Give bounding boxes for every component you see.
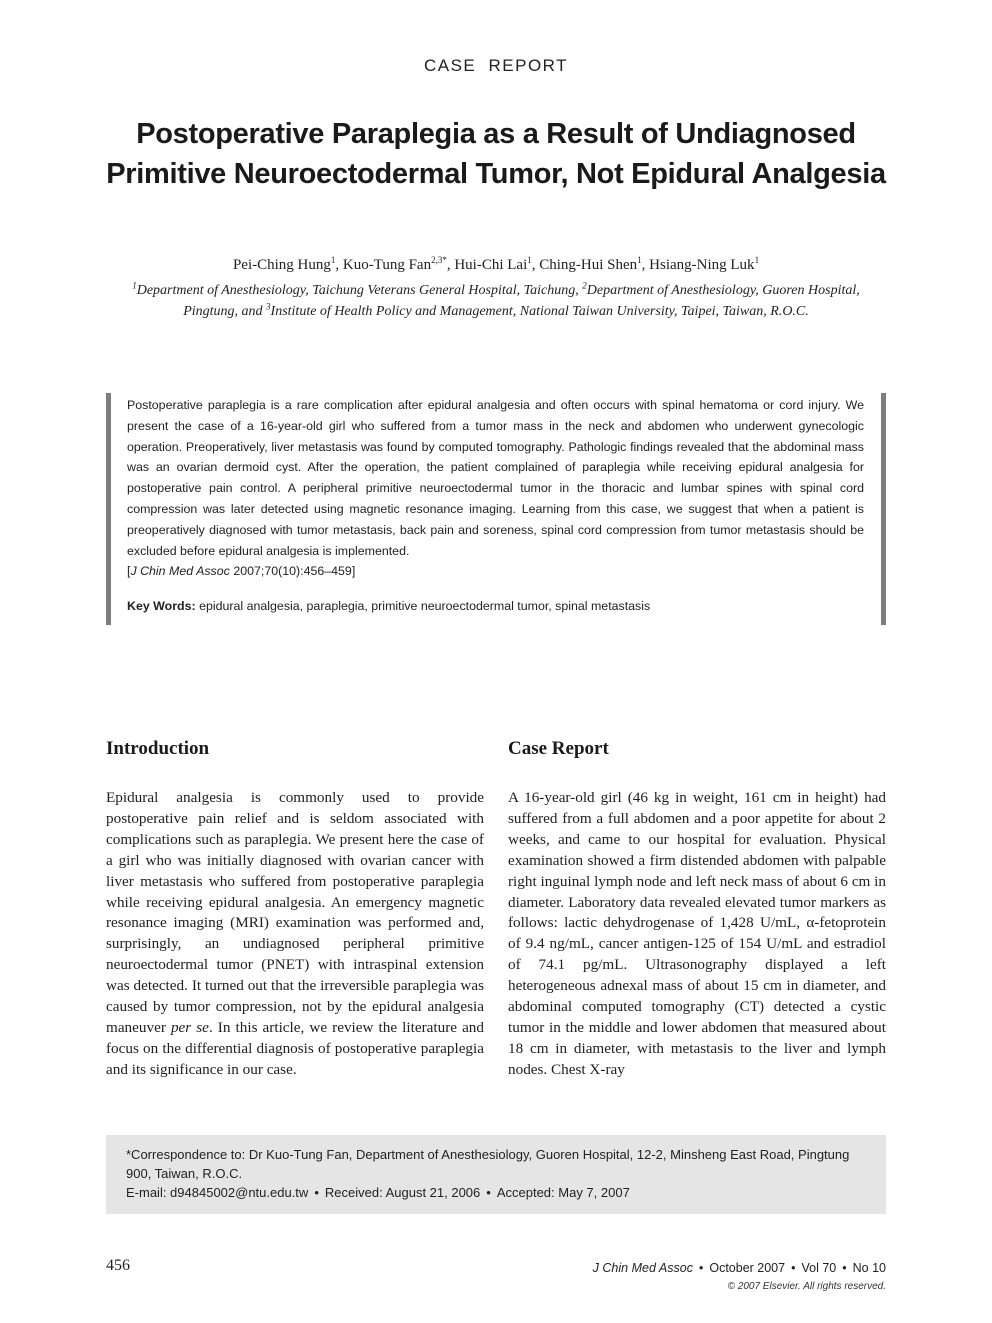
author-name[interactable]: Hsiang-Ning Luk [649, 257, 755, 273]
correspondence-address: *Correspondence to: Dr Kuo-Tung Fan, Department of Anesthesiology, Guoren Hospital, 12-2, Minsheng East Road, Pingtung 900, Taiwan, R.O.C. [126, 1147, 850, 1181]
citation-journal: J Chin Med Assoc [130, 564, 230, 579]
bullet-separator: • [314, 1185, 319, 1200]
author-name[interactable]: Kuo-Tung Fan [342, 257, 432, 273]
journal-footer [593, 1261, 886, 1275]
affiliation: Department of Anesthesiology, Guoren Hospital, Pingtung, and [183, 283, 860, 319]
journal-name: J Chin Med Assoc [592, 1261, 693, 1275]
affiliation-mark: 1 [132, 280, 137, 291]
introduction-text-part: Epidural analgesia is commonly used to provide postoperative pain relief and is seldom associated with complications such as paraplegia. We present here the case of a girl who was initially diagnosed with ovarian cancer with liver metastasis who suffered from postoperative paraplegia while receiving epidural analgesia. An emergency magnetic resonance imaging (MRI) examination was performed and, surprisingly, an undiagnosed peripheral primitive neuroectodermal tumor (PNET) with intraspinal extension was detected. It turned out that the irreversible paraplegia was caused by tumor compression, not by the epidural analgesia maneuver [106, 789, 484, 1036]
author-name[interactable]: Hui-Chi Lai [454, 257, 528, 273]
correspondence-box [106, 1135, 886, 1214]
bullet-separator: • [842, 1261, 847, 1275]
author-affiliation-mark: 2,3* [431, 255, 447, 265]
accepted-date: Accepted: May 7, 2007 [496, 1185, 630, 1200]
affiliation-list [120, 280, 872, 322]
article-title: Postoperative Paraplegia as a Result of Undiagnosed Primitive Neuroectodermal Tumor, Not Epidural Analgesia [106, 118, 886, 190]
author-list: Pei-Ching Hung$^1$, Kuo-Tung Fan$^{2,3*}$, Hui-Chi Lai$^1$, Ching-Hui Shen$^1$, Hsiang-Ning Luk$^1$ [232, 255, 760, 273]
case-report-text: A 16-year-old girl (46 kg in weight, 161 cm in height) had suffered from a full abdomen and a poor appetite for about 2 weeks, and came to our hospital for evaluation. Physical examination showed a firm distended abdomen with palpable right inguinal lymph node and left neck mass of about 6 cm in diameter. Laboratory data revealed elevated tumor markers as follows: lactic dehydrogenase of 1,428 U/mL, α-fetoprotein of 9.4 ng/mL, cancer antigen-125 of 154 U/mL and estradiol of 74.1 pg/mL. Ultrasonography displayed a left heterogeneous adnexal mass of about 15 cm in diameter, and abdominal computed tomography (CT) detected a cystic tumor in the middle and lower abdomen that measured about 18 cm in diameter, with metastasis to the liver and lymph nodes. Chest X-ray [508, 789, 886, 1078]
affiliation: Institute of Health Policy and Management, National Taiwan University, Taipei, Taiwan, R.O.C. [270, 304, 809, 319]
case-report-heading: Case Report [508, 738, 609, 759]
affiliation-mark: 3 [266, 301, 271, 312]
bullet-separator: • [486, 1185, 491, 1200]
abstract-box [106, 393, 886, 625]
case-report-column [508, 736, 886, 1081]
volume: Vol 70 [801, 1261, 837, 1275]
introduction-heading: Introduction [106, 738, 210, 759]
introduction-text [106, 788, 484, 1081]
keywords-list: epidural analgesia, paraplegia, primitive neuroectodermal tumor, spinal metastasis [199, 599, 651, 614]
author-affiliation-mark: 1 [527, 255, 532, 265]
introduction-text-part: . In this article, we review the literature and focus on the differential diagnosis of postoperative paraplegia and its significance in our case. [106, 1018, 484, 1078]
bullet-separator: • [791, 1261, 796, 1275]
author-affiliation-mark: 1 [754, 255, 760, 265]
citation-details: 2007;70(10):456–459] [233, 564, 356, 579]
issue-date: October 2007 [709, 1261, 786, 1275]
introduction-italic: per se [170, 1018, 209, 1036]
received-date: Received: August 21, 2006 [324, 1185, 481, 1200]
affiliation-mark: 2 [582, 280, 587, 291]
author-affiliation-mark: 1 [330, 255, 336, 265]
citation-open: [ [127, 564, 131, 579]
author-affiliation-mark: 1 [637, 255, 642, 265]
correspondence-details [126, 1183, 866, 1202]
abstract-text [127, 395, 864, 582]
correspondence-email[interactable]: E-mail: d94845002@ntu.edu.tw [126, 1185, 309, 1200]
page-number: 456 [106, 1257, 130, 1274]
author-name[interactable]: Ching-Hui Shen [539, 257, 638, 273]
author-name[interactable]: Pei-Ching Hung [232, 257, 331, 273]
keywords-label: Key Words: [127, 599, 196, 614]
introduction-column [106, 736, 484, 1081]
bullet-separator: • [698, 1261, 704, 1275]
keywords [127, 596, 864, 617]
issue-number: No 10 [852, 1261, 886, 1275]
abstract-body: Postoperative paraplegia is a rare complication after epidural analgesia and often occurs with spinal hematoma or cord injury. We present the case of a 16-year-old girl who suffered from a tumor mass in the neck and abdomen who underwent gynecologic operation. Preoperatively, liver metastasis was found by computed tomography. Pathologic findings revealed that the abdominal mass was an ovarian dermoid cyst. After the operation, the patient complained of paraplegia while receiving epidural analgesia for postoperative pain control. A peripheral primitive neuroectodermal tumor in the thoracic and lumbar spines with spinal cord compression was later detected using magnetic resonance imaging. Learning from this case, we suggest that when a patient is preoperatively diagnosed with tumor metastasis, back pain and soreness, spinal cord compression from tumor metastasis should be excluded before epidural analgesia is implemented. [127, 398, 864, 558]
affiliation: Department of Anesthesiology, Taichung Veterans General Hospital, Taichung, [136, 283, 579, 298]
section-label: CASE REPORT [423, 56, 569, 75]
copyright-notice: © 2007 Elsevier. All rights reserved. [727, 1281, 886, 1292]
